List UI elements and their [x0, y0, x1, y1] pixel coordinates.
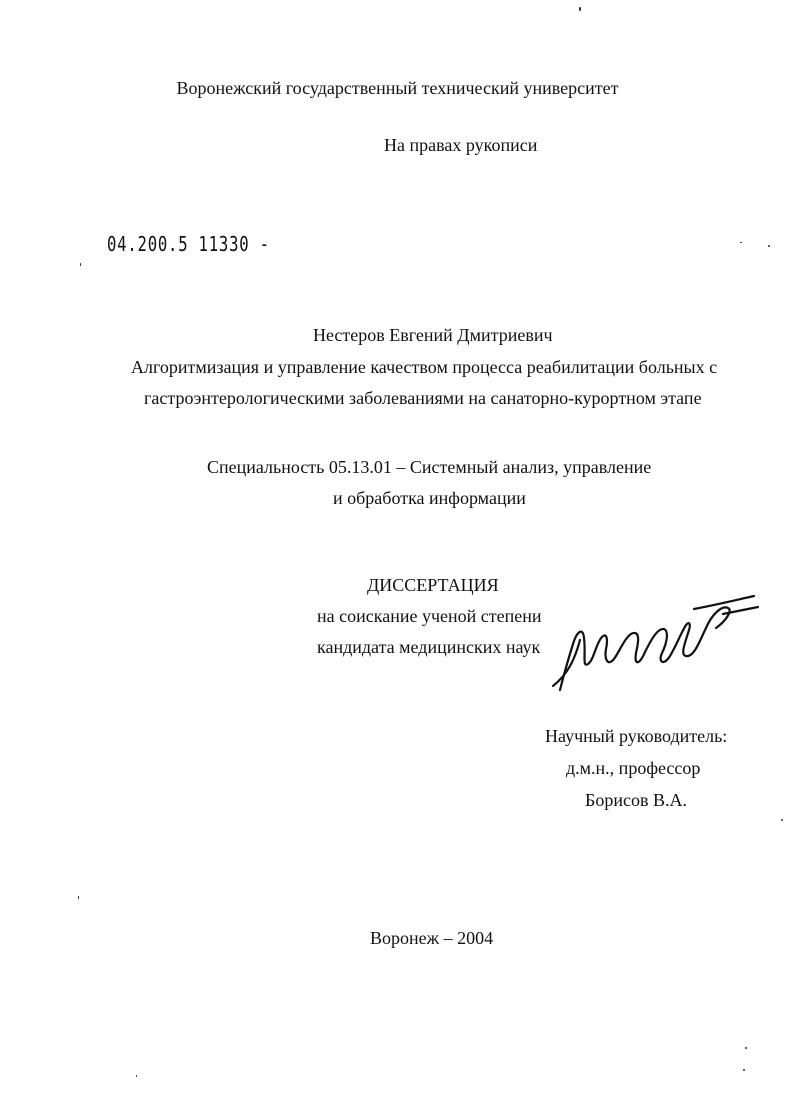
scan-speck: [768, 245, 770, 247]
thesis-title-line-2: гастроэнтерологическими заболеваниями на санаторно-курортном этапе: [144, 388, 702, 408]
specialty-line-2: и обработка информации: [333, 488, 526, 508]
university-name: Воронежский государственный технический университет: [176, 78, 619, 98]
city-year: Воронеж – 2004: [370, 928, 494, 948]
manuscript-rights-note: На правах рукописи: [384, 135, 538, 155]
scan-speck: [745, 1047, 747, 1049]
document-type: ДИССЕРТАЦИЯ: [367, 575, 499, 595]
scan-speck: [78, 896, 79, 899]
scan-speck: [743, 1069, 745, 1071]
supervisor-name: Борисов В.А.: [585, 790, 687, 810]
thesis-title-line-1: Алгоритмизация и управление качеством процесса реабилитации больных с: [131, 357, 718, 377]
supervisor-degree: д.м.н., профессор: [566, 758, 701, 778]
scan-speck: [136, 1075, 137, 1077]
registration-number-stamp: 04.200.5 11330 -: [107, 232, 270, 256]
degree-line-2: кандидата медицинских наук: [317, 637, 541, 657]
scan-speck: [579, 7, 581, 11]
scan-speck: [740, 242, 742, 243]
supervisor-label: Научный руководитель:: [545, 726, 728, 746]
author-name: Нестеров Евгений Дмитриевич: [313, 325, 553, 345]
degree-line-1: на соискание ученой степени: [317, 606, 542, 626]
scan-speck: [781, 819, 783, 821]
signature: [540, 580, 760, 700]
scan-speck: [80, 263, 81, 266]
specialty-line-1: Специальность 05.13.01 – Системный анализ, управление: [207, 457, 652, 477]
